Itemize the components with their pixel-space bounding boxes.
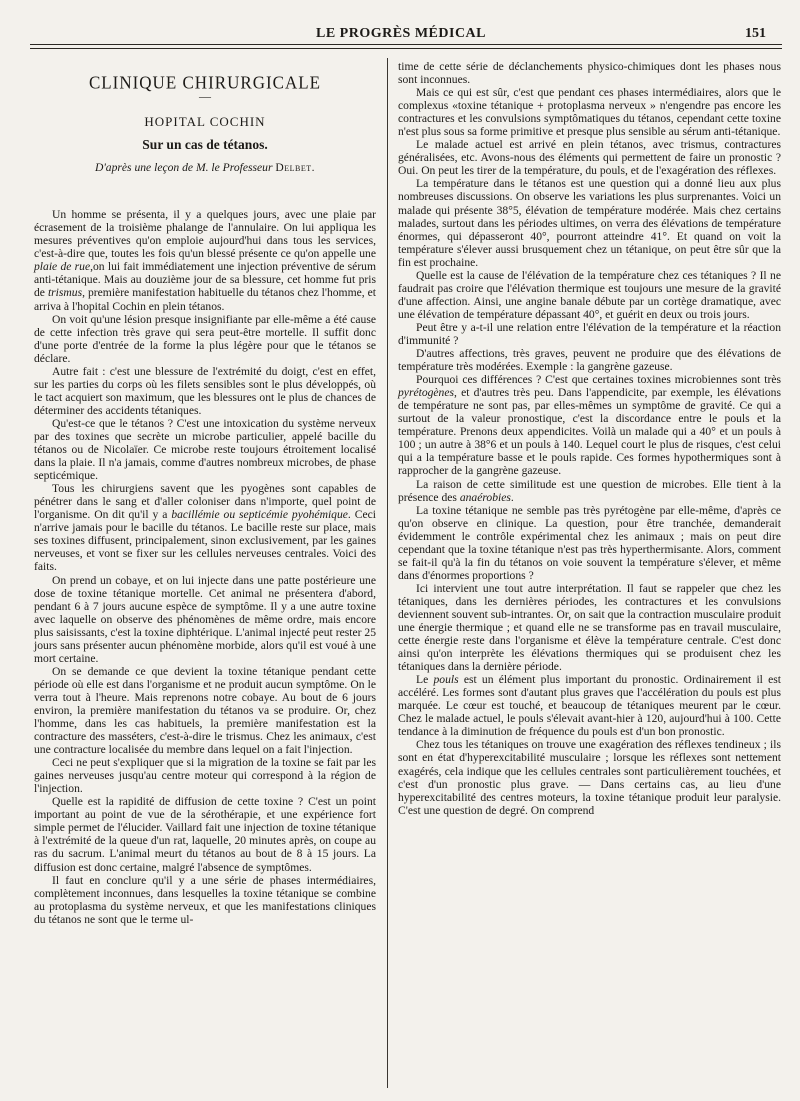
section-title: CLINIQUE CHIRURGICALE [88, 72, 322, 93]
text-run: time de cette série de déclanchements physico-chimiques dont les phases nous sont inconnues. [398, 60, 781, 87]
paragraph [398, 478, 781, 504]
paragraph [398, 177, 781, 268]
paragraph [398, 738, 781, 816]
text-run: Mais ce qui est sûr, c'est que pendant ces phases intermédiaires, alors que le complexus «toxine tétanique + protoplasma nerveux » n'engendre pas encore les contractures et les convulsions symptômatiques du tétanos, cependant cette toxine n'est plus sous sa forme primitive et presque plus sensible au sérum anti-tétanique. [398, 86, 781, 139]
text-run: . Ceci n'arrive jamais pour le bacille du tétanos. Le bacille reste sur place, mais ses toxines diffusent, principalement, sinon exclusivement, par les gaines nerveuses, et vont se fixer sur les cellules nerveuses centrales. Voici des faits. [34, 508, 376, 574]
paragraph [34, 365, 376, 417]
right-column [398, 60, 781, 817]
paragraph [34, 574, 376, 665]
text-run: La toxine tétanique ne semble pas très pyrétogène par elle-même, d'après ce qu'on observe en clinique. La question, pour être tranchée, demanderait évidemment le contrôle expérimental chez les animaux ; mais on peut dire cependant que la toxine tétanique n'est pas très hyperthermisante. Alors, comment se fait-il qu'à la fin du tétanos on voie souvent la température s'élever, et même dans d'énormes proportions ? [398, 503, 781, 582]
paragraph [34, 417, 376, 482]
column-separator [387, 58, 388, 1088]
text-run: La température dans le tétanos est une question qui a donné lieu aux plus nombreuses discussions. On observe les variations les plus surprenantes. Voici un malade qui présente 38°5, élévation de température modérée. Mais chez certains malades, surtout dans les périodes ultimes, on verra des élévations de température énormes, qui dépasseront 40°, pourront atteindre 41°. Et quand on voit la température s'élever aussi brusquement chez un tétanique, on peut être sûr que la fin est prochaine. [398, 177, 781, 269]
text-run: , et d'autres très peu. Dans l'appendicite, par exemple, les élévations de température ne sont pas, par elles-mêmes un symptôme de gravité. Ce qui a surtout de la valeur pronostique, c'est la discordance entre le pouls et la température. Prenons deux appendicites. Voilà un malade qui a 40° et un pouls à 100 ; un autre à 38°6 et un pouls à 140. Lequel court le plus de risques, c'est celui qui a la température basse et le pouls rapide. Ces formes hypothermiques sont à rapprocher de la gangrène gazeuse. [398, 386, 781, 478]
text-run: On se demande ce que devient la toxine tétanique pendant cette période où elle est dans l'organisme et ne produit aucun symptôme. On le verra tout à l'heure. Mais reprenons notre cobaye. Au bout de 6 jours environ, la première manifestation du tétanos va se produire. Or, chez l'homme, dans les cas habituels, la première manifestation est la contracture des masséters, c'est-à-dire le trismus. Chez les animaux, c'est une contracture localisée du membre dans lequel on a fait l'injection. [34, 664, 376, 757]
page-header [30, 24, 772, 46]
text-run: . [510, 490, 514, 504]
text-run: Quelle est la cause de l'élévation de la température chez ces tétaniques ? Il ne faudrait pas croire que l'élévation thermique est toujours une mesure de la gravité d'une affection. Ainsi, une angine banale débute par un cortège dramatique, avec une élévation de température dépassant 40°, et guérit en deux ou trois jours. [398, 268, 781, 321]
paragraph [34, 482, 376, 573]
byline [34, 161, 376, 174]
text-run: Chez tous les tétaniques on trouve une exagération des réflexes tendineux ; ils sont en état d'hyperexcitabilité musculaire ; lorsque les réflexes sont nettement exagérés, cela indique que les cellules centrales sont particulièrement touchées, et c'est d'un pronostic plus grave. — Dans certains cas, au lieu d'une hyperexcitabilité des centres moteurs, la toxine tétanique produit leur paralysie. C'est une question de degré. On comprend [398, 738, 781, 817]
paragraph [398, 321, 781, 347]
text-run: On voit qu'une lésion presque insignifiante par elle-même a été cause de cette infection très grave qui sera peut-être mortelle. Il suffit donc d'une porte d'entrée de la forme la plus légère pour que le tétanos se déclare. [34, 312, 376, 365]
text-run: est un élément plus important du pronostic. Ordinairement il est accéléré. Les formes sont d'autant plus graves que l'accélération du pouls est plus marquée. Le cœur est touché, et beaucoup de tétaniques meurent par le cœur. Chez le malade actuel, le pouls s'élevait avant-hier à 120, aujourd'hui à 100. Cette tendance à la diminution de fréquence du pouls est d'un bon pronostic. [398, 673, 781, 739]
text-run: Tous les chirurgiens savent que les pyogènes sont capables de pénétrer dans le sang et d'aller coloniser dans n'importe, quel point de l'organisme. On dit qu'il y a [34, 482, 376, 522]
paragraph [398, 347, 781, 373]
text-run: Ici intervient une tout autre interprétation. Il faut se rappeler que chez les tétaniques, dans les dernières périodes, les contractures et les convulsions deviennent souvent sub-intrantes. Or, on sait que la contraction musculaire produit une énergie thermique ; et quand elle ne se transforme pas en travail musculaire, cette énergie reste dans l'organisme et élève la température centrale. C'est donc ainsi qu'on interprète les élévations thermiques qui se produisent chez les tétaniques dans la dernière période. [398, 581, 781, 674]
hospital-name: HOPITAL COCHIN [144, 114, 266, 130]
text-run: ,on lui fait immédiatement une injection préventive de sérum anti-tétanique. Mais au douzième jour de sa blessure, cet homme fut pris de [34, 260, 376, 300]
text-run: Il faut en conclure qu'il y a une série de phases intermédiaires, complètement inconnues, dans lesquelles la toxine tétanique se combine au protoplasma du système nerveux, et que les manifestations cliniques du tétanos ne sont que le terme ul- [34, 873, 376, 926]
header-rule [30, 44, 782, 45]
paragraph [398, 504, 781, 582]
text-run: Pourquoi ces différences ? C'est que certaines toxines microbiennes sont très [416, 373, 781, 387]
text-run: pyrétogènes [398, 386, 455, 400]
title-dash: — [199, 89, 211, 104]
text-run: bacillémie ou septicémie pyohémique [171, 508, 348, 522]
text-run: Le malade actuel est arrivé en plein tétanos, avec trismus, contractures généralisées, etc. Avons-nous des éléments qui permettent de faire un pronostic ? Oui. On peut les tirer de la température, du pouls, et de l'exagération des réflexes. [398, 138, 781, 178]
paragraph [34, 795, 376, 873]
article-title: Sur un cas de tétanos. [142, 137, 268, 153]
text-run: Peut être y a-t-il une relation entre l'élévation de la température et la réaction d'immunité ? [398, 320, 781, 347]
byline-name: Delbet. [275, 161, 316, 175]
text-run: D'autres affections, très graves, peuvent ne produire que des élévations de température très modérées. Exemple : la gangrène gazeuse. [398, 347, 781, 374]
page-number: 151 [745, 26, 766, 41]
paragraph [398, 86, 781, 138]
paragraph [34, 208, 376, 312]
text-run: trismus [47, 286, 83, 300]
header-rule-thin [30, 48, 782, 49]
text-run: Le [416, 673, 434, 687]
text-run: anaérobies [459, 490, 511, 504]
text-run: plaie de rue [34, 260, 91, 274]
left-body [34, 208, 376, 926]
paragraph [34, 313, 376, 365]
paragraph [34, 874, 376, 926]
paragraph [398, 269, 781, 321]
paragraph [398, 582, 781, 673]
text-run: , première manifestation habituelle du tétanos chez l'homme, et arriva à l'hopital Cochin en plein tétanos. [34, 286, 377, 313]
paragraph [34, 756, 376, 795]
paragraph [398, 673, 781, 738]
byline-prefix: D'après une leçon de M. le Professeur [94, 161, 276, 175]
paragraph [398, 373, 781, 477]
paragraph [398, 138, 781, 177]
left-column [34, 60, 376, 926]
paragraph [398, 60, 781, 86]
text-run: Quelle est la rapidité de diffusion de cette toxine ? C'est un point important au point de vue de la sérothérapie, et une expérience fort simple permet de l'élucider. Vaillard fait une injection de toxine tétanique à l'extrémité de la queue d'un rat, laquelle, 20 minutes après, on coupe au ras du sacrum. L'animal meurt du tétanos au bout de 8 à 15 jours. La diffusion est donc certaine, malgré l'absence de symptômes. [34, 795, 376, 874]
right-body [398, 60, 781, 817]
paragraph [34, 665, 376, 756]
text-run: Ceci ne peut s'expliquer que si la migration de la toxine se fait par les gaines nerveuses jusqu'au centre moteur qui correspond à la région de l'injection. [34, 756, 376, 796]
text-run: Autre fait : c'est une blessure de l'extrémité du doigt, c'est en effet, sur les parties du corps où les filets sensibles sont le plus développés, où le tact acquiert son maximum, que les blessures ont le plus de chances de déterminer des accidents tétaniques. [34, 364, 376, 417]
text-run: Qu'est-ce que le tétanos ? C'est une intoxication du système nerveux par des toxines que secrète un microbe particulier, appelé bacille du tétanos ou de Nicolaïer. Ce microbe reste toujours étroitement localisé dans la plaie. Il n'a jamais, comme d'autres nombreux microbes, de phase septicémique. [34, 416, 376, 483]
text-run: pouls [433, 673, 459, 687]
text-run: Un homme se présenta, il y a quelques jours, avec une plaie par écrasement de la troisième phalange de l'annulaire. On lui appliqua les mesures préventives qu'on emploie aujourd'hui dans tous les services, c'est-à-dire que, toutes les fois qu'un blessé présente ce qu'on appelle une [34, 208, 376, 261]
journal-title: LE PROGRÈS MÉDICAL [315, 26, 487, 41]
text-run: La raison de cette similitude est une question de microbes. Elle tient à la présence des [398, 477, 781, 504]
text-run: On prend un cobaye, et on lui injecte dans une patte postérieure une dose de toxine tétanique mortelle. Cet animal ne présentera d'abord, pendant 6 à 7 jours aucune espèce de symptôme. Il y a une autre toxine avec laquelle on observe des phénomènes de même ordre, mais encore plus saisissants, c'est la toxine diphtérique. L'animal injecté peut rester 25 jours sans présenter aucun phénomène morbide, alors qu'il est voué à une mort certaine. [34, 573, 376, 665]
